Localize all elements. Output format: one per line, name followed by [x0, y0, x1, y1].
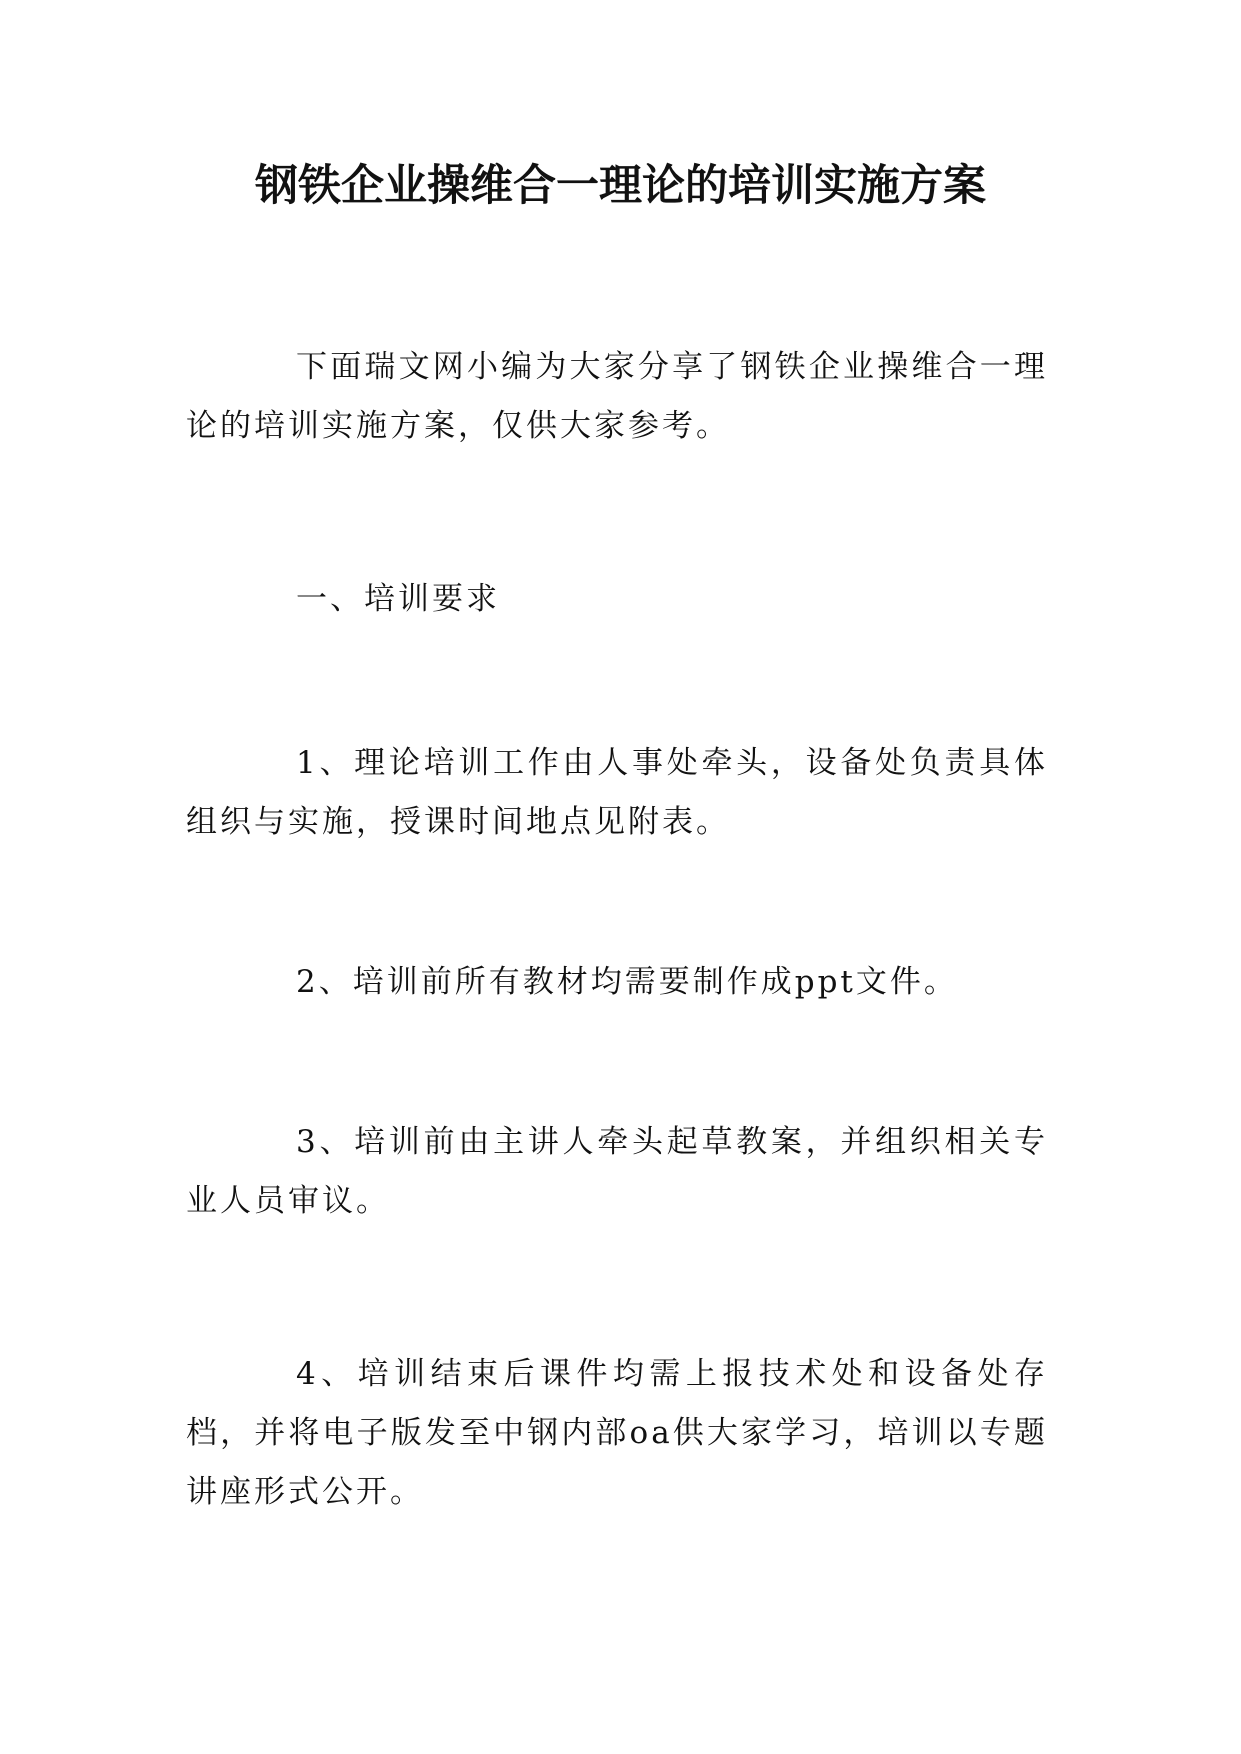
- section-heading-training-requirements: 一、培训要求: [296, 581, 500, 617]
- requirement-item-3: 3、培训前由主讲人牵头起草教案，并组织相关专业人员审议。: [186, 1124, 1048, 1219]
- document-title: 钢铁企业操维合一理论的培训实施方案: [255, 161, 986, 211]
- intro-paragraph: 下面瑞文网小编为大家分享了钢铁企业操维合一理论的培训实施方案，仅供大家参考。: [186, 349, 1048, 444]
- requirement-item-1: 1、理论培训工作由人事处牵头，设备处负责具体组织与实施，授课时间地点见附表。: [186, 745, 1048, 840]
- requirement-item-4: 4、培训结束后课件均需上报技术处和设备处存档，并将电子版发至中钢内部oa供大家学习，培训以专题讲座形式公开。: [186, 1356, 1048, 1510]
- requirement-item-2: 2、培训前所有教材均需要制作成ppt文件。: [296, 964, 958, 1000]
